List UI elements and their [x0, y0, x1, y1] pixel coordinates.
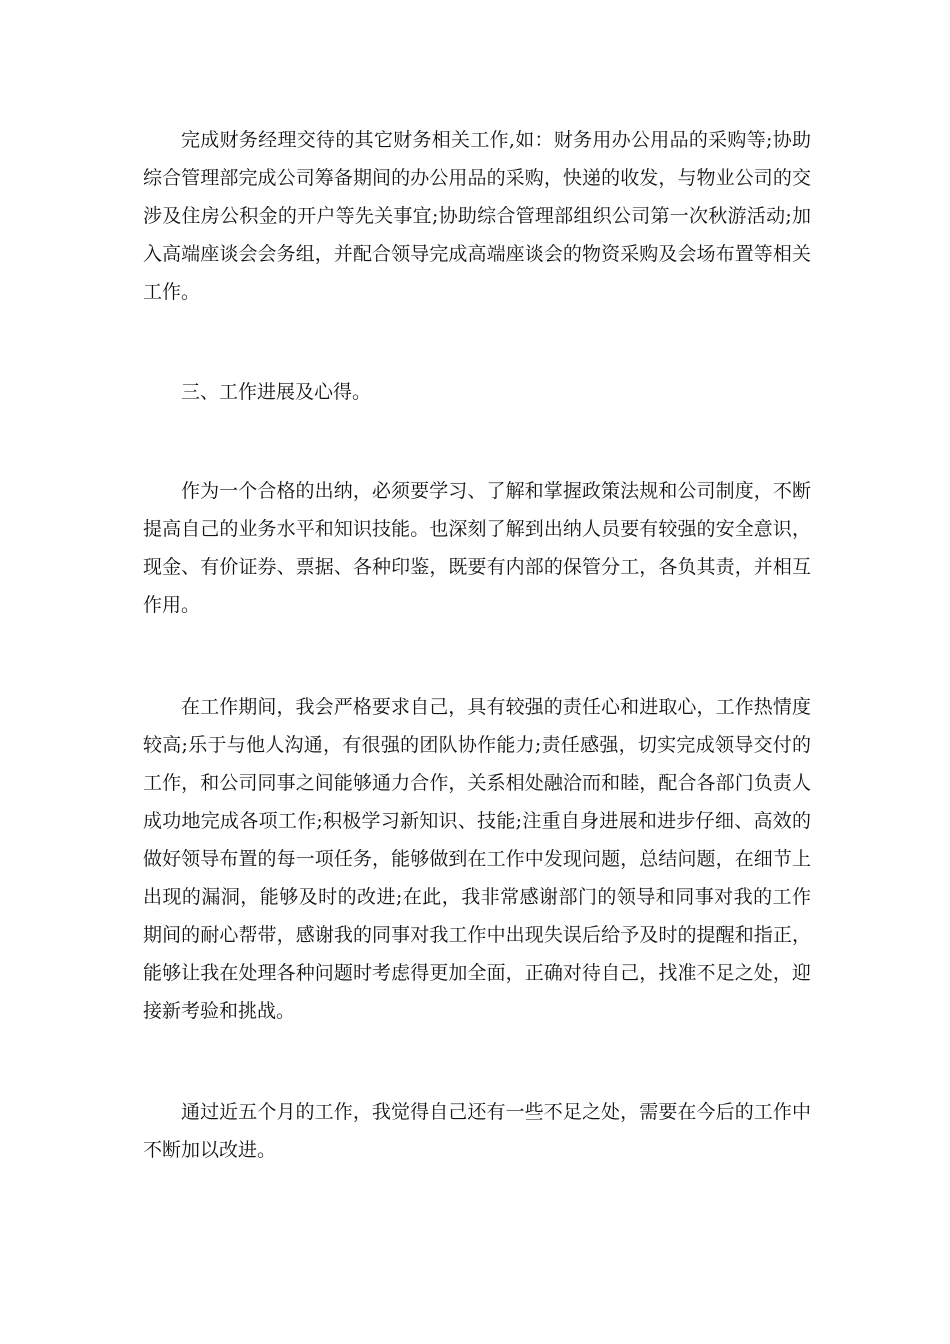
paragraph-work-attitude: 在工作期间，我会严格要求自己，具有较强的责任心和进取心，工作热情度较高;乐于与他人沟通，有很强的团队协作能力;责任感强，切实完成领导交付的工作，和公司同事之间能够通力合作，关系相处融洽而和睦，配合各部门负责人成功地完成各项工作;积极学习新知识、技能;注重自身进展和进步仔细、高效的做好领导布置的每一项任务，能够做到在工作中发现问题，总结问题，在细节上出现的漏洞，能够及时的改进;在此，我非常感谢部门的领导和同事对我的工作期间的耐心帮带，感谢我的同事对我工作中出现失误后给予及时的提醒和指正，能够让我在处理各种问题时考虑得更加全面，正确对待自己，找准不足之处，迎接新考验和挑战。	[143, 696, 811, 1022]
paragraph-cashier-qualification: 作为一个合格的出纳，必须要学习、了解和掌握政策法规和公司制度，不断提高自己的业务水平和知识技能。也深刻了解到出纳人员要有较强的安全意识，现金、有价证券、票据、各种印鉴，既要有内部的保管分工，各负其责，并相互作用。	[143, 480, 811, 616]
paragraph-shortcomings: 通过近五个月的工作，我觉得自己还有一些不足之处，需要在今后的工作中不断加以改进。	[143, 1101, 811, 1161]
paragraph-other-finance-work: 完成财务经理交待的其它财务相关工作,如：财务用办公用品的采购等;协助综合管理部完成公司筹备期间的办公用品的采购，快递的收发，与物业公司的交涉及住房公积金的开户等先关事宜;协助综合管理部组织公司第一次秋游活动;加入高端座谈会会务组，并配合领导完成高端座谈会的物资采购及会场布置等相关工作。	[143, 129, 811, 303]
section-heading-progress: 三、工作进展及心得。	[181, 381, 372, 403]
